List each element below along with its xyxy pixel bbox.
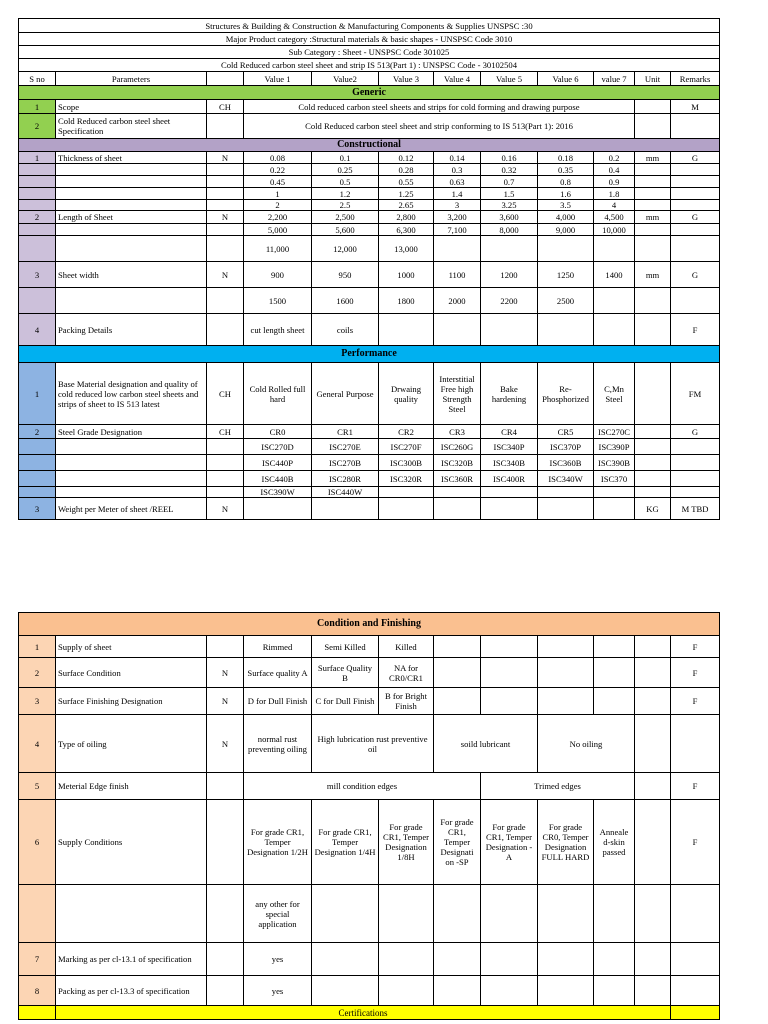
table-row: ISC390W ISC440W bbox=[19, 487, 720, 498]
col-type bbox=[207, 72, 244, 86]
table-row: 1 Supply of sheet Rimmed Semi Killed Killed F bbox=[19, 636, 720, 658]
table-row: ISC270D ISC270E ISC270F ISC260G ISC340P ISC370P ISC390P bbox=[19, 439, 720, 455]
specification-table bbox=[18, 18, 720, 520]
table-row: 0.22 0.25 0.28 0.3 0.32 0.35 0.4 bbox=[19, 164, 720, 176]
table-row: 3 Sheet width N 900 950 1000 1100 1200 1250 1400 mm G bbox=[19, 262, 720, 288]
col-sno: S no bbox=[19, 72, 56, 86]
col-value-7: value 7 bbox=[594, 72, 635, 86]
table-row: 5,000 5,600 6,300 7,100 8,000 9,000 10,000 bbox=[19, 224, 720, 236]
table-row bbox=[19, 114, 720, 139]
table-row: 2 Surface Condition N Surface quality A Surface Quality B NA for CR0/CR1 F bbox=[19, 658, 720, 688]
table-row: 1 Thickness of sheet N 0.08 0.1 0.12 0.14 0.16 0.18 0.2 mm G bbox=[19, 152, 720, 164]
condition-finishing-table bbox=[18, 612, 720, 1020]
table-row: 4 Packing Details cut length sheet coils F bbox=[19, 314, 720, 346]
row-unit bbox=[635, 100, 671, 114]
table-row: 1500 1600 1800 2000 2200 2500 bbox=[19, 288, 720, 314]
row-param: Scope bbox=[56, 100, 207, 114]
col-value-1: Value 1 bbox=[244, 72, 312, 86]
col-value-6: Value 6 bbox=[538, 72, 594, 86]
col-value-5: Value 5 bbox=[481, 72, 538, 86]
section-constructional: Constructional bbox=[19, 139, 720, 152]
table-row: 4 Type of oiling N normal rust preventing oiling High lubrication rust preventive oil soild lubricant No oiling bbox=[19, 715, 720, 773]
row-param: Cold Reduced carbon steel sheet Specification bbox=[56, 114, 207, 139]
table-row: 3 Weight per Meter of sheet /REEL N KG M TBD bbox=[19, 498, 720, 520]
table-row: 2 2.5 2.65 3 3.25 3.5 4 bbox=[19, 200, 720, 211]
table-row: 1 1.2 1.25 1.4 1.5 1.6 1.8 bbox=[19, 188, 720, 200]
header-row-3 bbox=[19, 46, 720, 59]
row-sno: 1 bbox=[19, 100, 56, 114]
col-value-3: Value 3 bbox=[379, 72, 434, 86]
table-row: 1 Base Material designation and quality of cold reduced low carbon steel sheets and strips of sheet to IS 513 latest CH Cold Rolled full hard General Purpose Drwaing quality Interstitial Free high Strength Steel Bake hardening Re-Phosphorized C,Mn Steel FM bbox=[19, 363, 720, 425]
table-row: 8 Packing as per cl-13.3 of specification yes bbox=[19, 976, 720, 1006]
row-sno: 2 bbox=[19, 114, 56, 139]
table-row: 2 Steel Grade Designation CH CR0 CR1 CR2 CR3 CR4 CR5 ISC270C G bbox=[19, 425, 720, 439]
table-row: ISC440B ISC280R ISC320R ISC360R ISC400R ISC340W ISC370 bbox=[19, 471, 720, 487]
header-line-2: Major Product category :Structural materials & basic shapes - UNSPSC Code 3010 bbox=[19, 33, 720, 46]
table-row: 0.45 0.5 0.55 0.63 0.7 0.8 0.9 bbox=[19, 176, 720, 188]
section-performance: Performance bbox=[19, 346, 720, 363]
section-condition: Condition and Finishing bbox=[19, 613, 720, 636]
row-value: Cold reduced carbon steel sheets and strips for cold forming and drawing purpose bbox=[244, 100, 635, 114]
header-row-2 bbox=[19, 33, 720, 46]
column-header-row bbox=[19, 72, 720, 86]
row-remarks: M bbox=[671, 100, 720, 114]
header-line-4: Cold Reduced carbon steel sheet and strip IS 513(Part 1) : UNSPSC Code - 30102504 bbox=[19, 59, 720, 72]
header-row-1 bbox=[19, 19, 720, 33]
header-line-3: Sub Category : Sheet - UNSPSC Code 301025 bbox=[19, 46, 720, 59]
section-certifications: Certifications bbox=[56, 1006, 671, 1020]
table-row: 6 Supply Conditions For grade CR1, Temper Designation 1/2H For grade CR1, Temper Designation 1/4H For grade CR1, Temper Designation 1/8H For grade CR1, Temper Designati on -SP For grade CR1, Temper Designation - A For grade CR0, Temper Designation FULL HARD Anneale d-skin passed F bbox=[19, 800, 720, 885]
col-unit: Unit bbox=[635, 72, 671, 86]
col-parameters: Parameters bbox=[56, 72, 207, 86]
header-row-4 bbox=[19, 59, 720, 72]
table-row: 5 Meterial Edge finish mill condition edges Trimed edges F bbox=[19, 773, 720, 800]
row-value: Cold Reduced carbon steel sheet and strip conforming to IS 513(Part 1): 2016 bbox=[244, 114, 635, 139]
row-type: CH bbox=[207, 100, 244, 114]
table-row: ISC440P ISC270B ISC300B ISC320B ISC340B ISC360B ISC390B bbox=[19, 455, 720, 471]
table-row: 7 Marking as per cl-13.1 of specification yes bbox=[19, 943, 720, 976]
section-generic: Generic bbox=[19, 86, 720, 100]
col-remarks: Remarks bbox=[671, 72, 720, 86]
col-value-4: Value 4 bbox=[434, 72, 481, 86]
table-row: 11,000 12,000 13,000 bbox=[19, 236, 720, 262]
table-row: any other for special application bbox=[19, 885, 720, 943]
table-row bbox=[19, 100, 720, 114]
header-line-1: Structures & Building & Construction & Manufacturing Components & Supplies UNSPSC :30 bbox=[19, 19, 720, 33]
row-type bbox=[207, 114, 244, 139]
table-row: 2 Length of Sheet N 2,200 2,500 2,800 3,200 3,600 4,000 4,500 mm G bbox=[19, 211, 720, 224]
col-value-2: Value2 bbox=[312, 72, 379, 86]
table-row: 3 Surface Finishing Designation N D for Dull Finish C for Dull Finish B for Bright Finish F bbox=[19, 688, 720, 715]
certifications-row bbox=[19, 1006, 720, 1020]
